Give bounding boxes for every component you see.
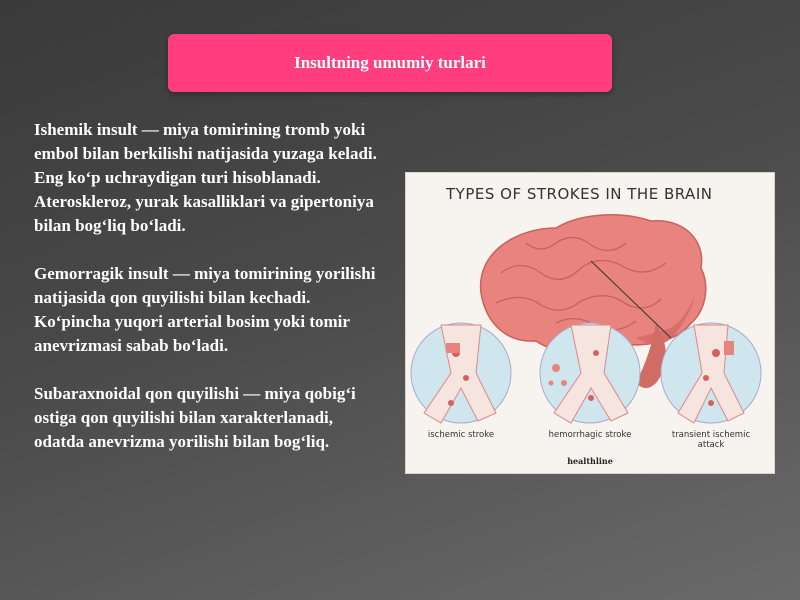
label-transient-ischemic [661,430,761,450]
brain-illustration [406,173,774,473]
healthline-logo: healthline [567,456,613,466]
transient-ischemic-attack-circle [661,323,761,423]
paragraph-ischemic: Ishemik insult — miya tomirining tromb yoki embol bilan berkilishi natijasida yuzaga keladi. Eng ko‘p uchraydigan turi hisoblanadi. Ateroskleroz, yurak kasalliklari va gipertoniya bilan bog‘liq bo‘ladi. [34,120,377,235]
paragraph-subarachnoid: Subaraxnoidal qon quyilishi — miya qobig‘i ostiga qon quyilishi bilan xarakterlanadi, odatda anevrizma yorilishi bilan bog‘liq. [34,384,356,451]
label-transient-line-1: transient ischemic [671,430,751,440]
slide-title-box [168,34,612,92]
slide-body [34,118,384,478]
ischemic-stroke-circle [411,323,511,423]
label-transient-line-2: attack [697,440,725,450]
paragraph-hemorrhagic: Gemorragik insult — miya tomirining yorilishi natijasida qon quyilishi bilan kechadi. Ko‘pincha yuqori arterial bosim yoki tomir anevrizmasi sabab bo‘ladi. [34,264,376,355]
hemorrhagic-stroke-circle [540,323,640,423]
stroke-types-illustration [405,172,775,474]
label-hemorrhagic-stroke: hemorrhagic stroke [548,430,632,440]
slide-title: Insultning umumiy turlari [294,53,486,72]
label-ischemic-stroke: ischemic stroke [427,430,495,440]
figure-title: TYPES OF STROKES IN THE BRAIN [446,185,713,203]
